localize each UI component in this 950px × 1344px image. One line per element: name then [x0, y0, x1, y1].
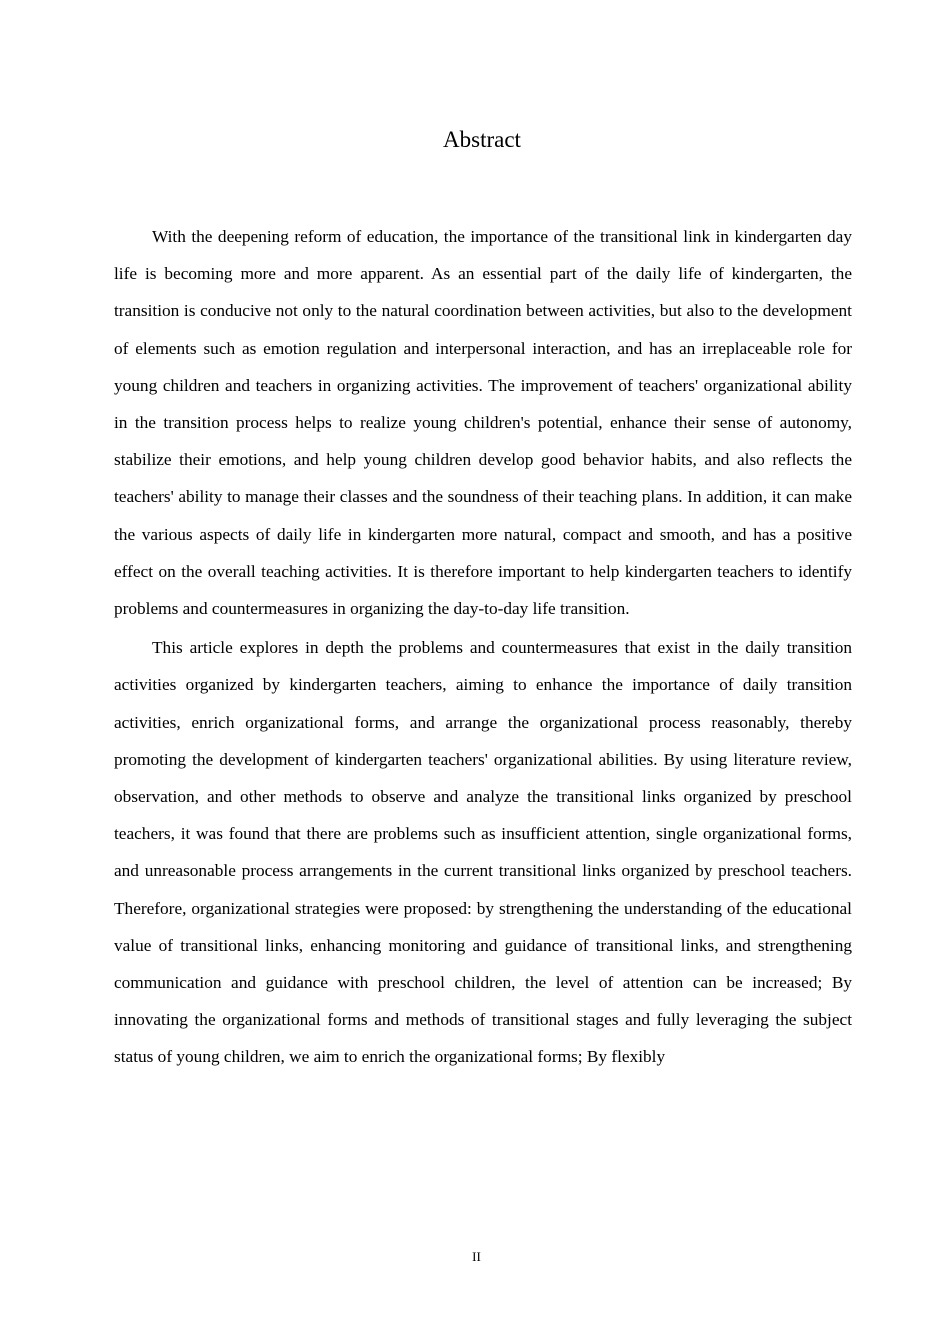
abstract-title: Abstract — [443, 127, 521, 152]
abstract-body — [114, 218, 852, 1078]
page-number: II — [472, 1249, 481, 1264]
abstract-paragraph-2: This article explores in depth the problems and countermeasures that exist in the daily transition activities organized by kindergarten teachers, aiming to enhance the importance of daily transition activities, enrich organizational forms, and arrange the organizational process reasonably, thereby promoting the development of kindergarten teachers' organizational abilities. By using literature review, observation, and other methods to observe and analyze the transitional links organized by preschool teachers, it was found that there are problems such as insufficient attention, single organizational forms, and unreasonable process arrangements in the current transitional links organized by preschool teachers. Therefore, organizational strategies were proposed: by strengthening the understanding of the educational value of transitional links, enhancing monitoring and guidance of transitional links, and strengthening communication and guidance with preschool children, the level of attention can be increased; By innovating the organizational forms and methods of transitional stages and fully leveraging the subject status of young children, we aim to enrich the organizational forms; By flexibly — [114, 638, 852, 1067]
abstract-paragraph-1: With the deepening reform of education, the importance of the transitional link in kindergarten day life is becoming more and more apparent. As an essential part of the daily life of kindergarten, the transition is conducive not only to the natural coordination between activities, but also to the development of elements such as emotion regulation and interpersonal interaction, and has an irreplaceable role for young children and teachers in organizing activities. The improvement of teachers' organizational ability in the transition process helps to realize young children's potential, enhance their sense of autonomy, stabilize their emotions, and help young children develop good behavior habits, and also reflects the teachers' ability to manage their classes and the soundness of their teaching plans. In addition, it can make the various aspects of daily life in kindergarten more natural, compact and smooth, and has a positive effect on the overall teaching activities. It is therefore important to help kindergarten teachers to identify problems and countermeasures in organizing the day-to-day life transition. — [114, 227, 852, 619]
